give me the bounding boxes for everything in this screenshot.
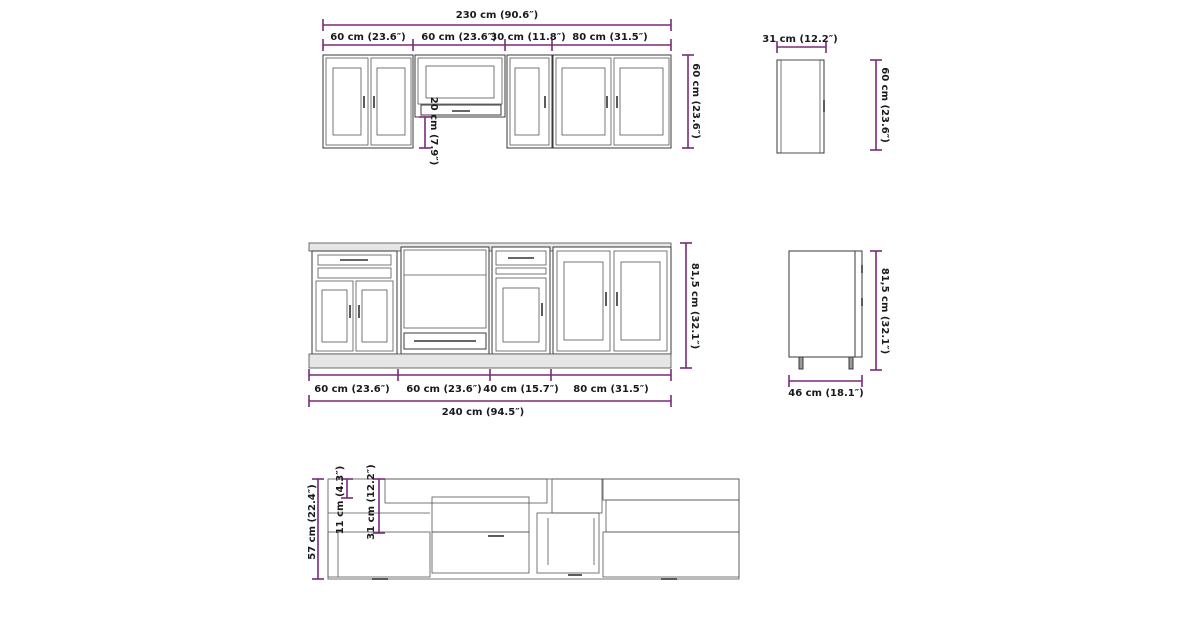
base-width-1-label: 60 cm (23.6″) [314, 384, 390, 395]
wall-cabinet-80-double-door [553, 55, 671, 148]
wall-height-dimension [682, 55, 701, 148]
wall-width-1-label: 60 cm (23.6″) [330, 32, 406, 43]
wall-cabinet-side-view [762, 34, 890, 153]
base-width-3-label: 40 cm (15.7″) [483, 384, 559, 395]
wall-gap-label: 20 cm (7.9″) [428, 96, 439, 166]
wall-cabinet-60-double-door [323, 55, 413, 148]
base-side-depth-label: 46 cm (18.1″) [788, 388, 864, 399]
wall-height-label: 60 cm (23.6″) [690, 63, 701, 139]
top-view-small-depth-label: 11 cm (4.3″) [335, 465, 346, 535]
top-view-total-depth-label: 57 cm (22.4″) [307, 484, 318, 560]
base-cabinet-side-view [788, 251, 890, 399]
wall-width-3-label: 30 cm (11.8″) [490, 32, 566, 43]
base-height-label: 81,5 cm (32.1″) [689, 262, 700, 350]
top-view-wall-depth-label: 31 cm (12.2″) [366, 464, 377, 540]
wall-total-width-dimension [323, 10, 671, 31]
base-cabinets-front-view [309, 243, 671, 368]
wall-total-width-label: 230 cm (90.6″) [455, 10, 539, 21]
base-total-width-dimension [309, 395, 671, 418]
wall-cabinets-front-view [323, 55, 671, 148]
wall-width-2-label: 60 cm (23.6″) [421, 32, 497, 43]
base-cabinet-40-drawer-door [492, 247, 550, 354]
wall-width-4-label: 80 cm (31.5″) [572, 32, 648, 43]
wall-side-height-label: 60 cm (23.6″) [879, 67, 890, 143]
base-width-4-label: 80 cm (31.5″) [573, 384, 649, 395]
top-view-layout [307, 464, 739, 579]
base-width-2-label: 60 cm (23.6″) [406, 384, 482, 395]
base-cabinet-60-oven-housing [401, 247, 489, 354]
wall-side-depth-label: 31 cm (12.2″) [762, 34, 838, 45]
base-side-height-label: 81,5 cm (32.1″) [879, 267, 890, 355]
base-widths-dimension [309, 369, 671, 395]
base-cabinet-60-drawer-double-door [312, 251, 397, 354]
wall-cabinet-30 [507, 55, 552, 148]
base-cabinet-80-double-door [553, 247, 671, 354]
wall-widths-dimension [323, 32, 671, 51]
base-height-dimension [680, 243, 700, 368]
base-total-width-label: 240 cm (94.5″) [441, 407, 525, 418]
